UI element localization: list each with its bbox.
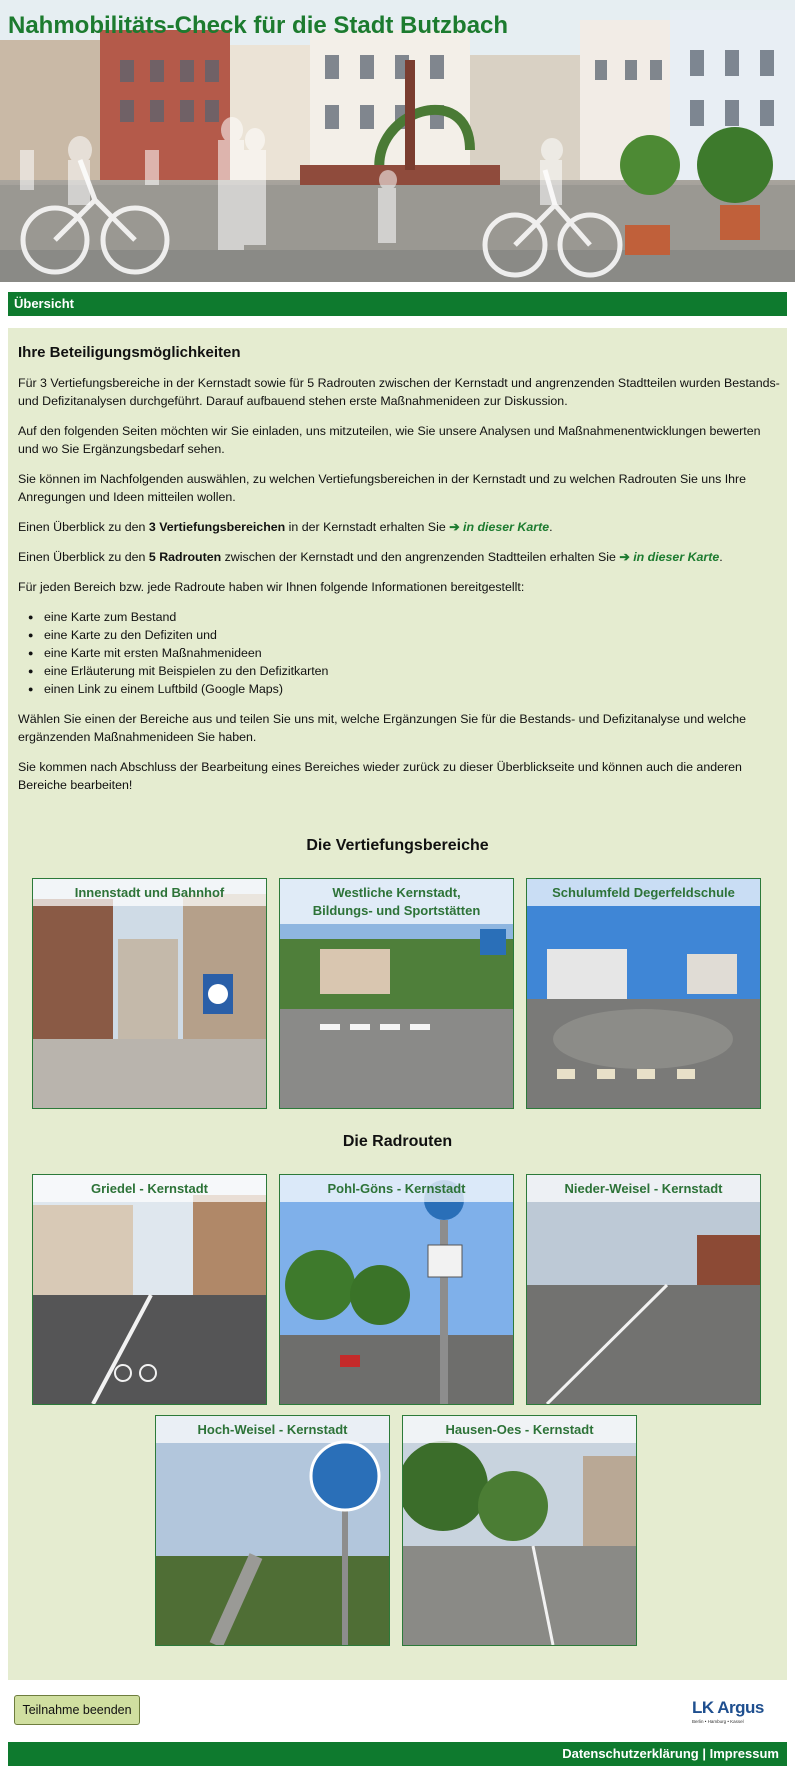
hoch-weisel-photo bbox=[156, 1416, 389, 1645]
intro-heading: Ihre Beteiligungsmöglichkeiten bbox=[18, 344, 241, 361]
header-banner bbox=[0, 0, 795, 282]
tile-westliche-kernstadt[interactable] bbox=[279, 878, 514, 1109]
intro-paragraph-5 bbox=[18, 548, 780, 566]
tile-title: Schulumfeld Degerfeldschule bbox=[527, 879, 760, 906]
footer-bar bbox=[8, 1742, 787, 1766]
info-list bbox=[18, 608, 780, 698]
list-item: ● eine Karte zum Bestand bbox=[44, 608, 780, 626]
p4-text-before: Einen Überblick zu den bbox=[18, 520, 149, 534]
radrouten-heading: Die Radrouten bbox=[342, 1133, 453, 1150]
p4-period: . bbox=[549, 520, 553, 534]
pohl-goens-photo bbox=[280, 1175, 513, 1404]
tile-title: Griedel - Kernstadt bbox=[33, 1175, 266, 1202]
tile-schulumfeld-degerfeldschule[interactable] bbox=[526, 878, 761, 1109]
tile-title: Hausen-Oes - Kernstadt bbox=[403, 1416, 636, 1443]
intro-paragraph-6: Für jeden Bereich bzw. jede Radroute haben wir Ihnen folgende Informationen bereitgestellt: bbox=[18, 580, 525, 594]
tile-title: Innenstadt und Bahnhof bbox=[33, 879, 266, 906]
privacy-link[interactable]: Datenschutzerklärung bbox=[562, 1746, 699, 1761]
intro-paragraph-7: Wählen Sie einen der Bereiche aus und teilen Sie uns mit, welche Ergänzungen Sie für die Bestands- und Defizitanalyse und welche ergänzenden Maßnahmenideen Sie haben. bbox=[18, 712, 747, 744]
tile-nieder-weisel-kernstadt[interactable] bbox=[526, 1174, 761, 1405]
intro-paragraph-1: Für 3 Vertiefungsbereiche in der Kernstadt sowie für 5 Radrouten zwischen der Kernstadt und angrenzenden Stadtteilen wurden Bestands- und Defizitanalysen durchgeführt. Darauf aufbauend stehen erste Maßnahmenideen zur Diskussion. bbox=[18, 376, 780, 408]
vertiefung-heading: Die Vertiefungsbereiche bbox=[306, 837, 489, 854]
p5-text-after: zwischen der Kernstadt und den angrenzenden Stadtteilen erhalten Sie bbox=[221, 550, 616, 564]
list-item: ● eine Karte mit ersten Maßnahmenideen bbox=[44, 644, 780, 662]
lk-argus-logo bbox=[692, 1698, 782, 1728]
hausen-oes-photo bbox=[403, 1416, 636, 1645]
p5-bold-text: 5 Radrouten bbox=[148, 550, 222, 564]
tile-griedel-kernstadt[interactable] bbox=[32, 1174, 267, 1405]
tile-innenstadt-bahnhof[interactable] bbox=[32, 878, 267, 1109]
vertiefung-map-link[interactable] bbox=[449, 520, 549, 534]
page-title: Nahmobilitäts-Check für die Stadt Butzbach bbox=[8, 12, 509, 39]
radrouten-map-link-label: in dieser Karte bbox=[633, 550, 720, 564]
tile-title: Westliche Kernstadt, Bildungs- und Sportstätten bbox=[280, 879, 513, 924]
main-panel bbox=[8, 328, 787, 1680]
tile-hoch-weisel-kernstadt[interactable] bbox=[155, 1415, 390, 1646]
p5-text-before: Einen Überblick zu den bbox=[18, 550, 149, 564]
town-square-illustration bbox=[0, 0, 795, 282]
intro-paragraph-3: Sie können im Nachfolgenden auswählen, zu welchen Vertiefungsbereichen in der Kernstadt und zu welchen Radrouten Sie uns Ihre Anregungen und Ideen mitteilen wollen. bbox=[18, 472, 747, 504]
list-item: ● eine Erläuterung mit Beispielen zu den Defizitkarten bbox=[44, 662, 780, 680]
griedel-photo bbox=[33, 1175, 266, 1404]
vertiefung-map-link-label: in dieser Karte bbox=[463, 520, 550, 534]
tile-hausen-oes-kernstadt[interactable] bbox=[402, 1415, 637, 1646]
p5-period: . bbox=[719, 550, 723, 564]
list-item: ● eine Karte zu den Defiziten und bbox=[44, 626, 780, 644]
nieder-weisel-photo bbox=[527, 1175, 760, 1404]
tile-title: Pohl-Göns - Kernstadt bbox=[280, 1175, 513, 1202]
tile-title: Nieder-Weisel - Kernstadt bbox=[527, 1175, 760, 1202]
logo-text: LK Argus bbox=[692, 1698, 764, 1717]
intro-paragraph-2: Auf den folgenden Seiten möchten wir Sie einladen, uns mitzuteilen, wie Sie unsere Analysen und Maßnahmenentwicklungen bewerten und wo Sie Ergänzungsbedarf sehen. bbox=[18, 424, 761, 456]
end-participation-button[interactable]: Teilnahme beenden bbox=[14, 1695, 140, 1725]
arrow-right-icon: ➔ bbox=[619, 550, 630, 564]
schulumfeld-photo bbox=[527, 879, 760, 1108]
arrow-right-icon: ➔ bbox=[449, 520, 460, 534]
p4-text-after: in der Kernstadt erhalten Sie bbox=[285, 520, 446, 534]
list-item: ● einen Link zu einem Luftbild (Google Maps) bbox=[44, 680, 780, 698]
tile-pohl-goens-kernstadt[interactable] bbox=[279, 1174, 514, 1405]
intro-paragraph-8: Sie kommen nach Abschluss der Bearbeitung eines Bereiches wieder zurück zu dieser Überblickseite und können auch die anderen Bereiche bearbeiten! bbox=[18, 760, 742, 792]
imprint-link[interactable]: Impressum bbox=[709, 1746, 779, 1761]
tile-title: Hoch-Weisel - Kernstadt bbox=[156, 1416, 389, 1443]
logo-subtitle: Berlin • Hamburg • Kassel bbox=[692, 1719, 744, 1724]
overview-label: Übersicht bbox=[14, 296, 74, 311]
footer-separator: | bbox=[698, 1746, 710, 1761]
intro-content bbox=[18, 344, 780, 806]
overview-bar bbox=[8, 292, 787, 316]
radrouten-map-link[interactable] bbox=[619, 550, 719, 564]
innenstadt-photo bbox=[33, 879, 266, 1108]
intro-paragraph-4 bbox=[18, 518, 780, 536]
p4-bold-text: 3 Vertiefungsbereichen bbox=[148, 520, 286, 534]
